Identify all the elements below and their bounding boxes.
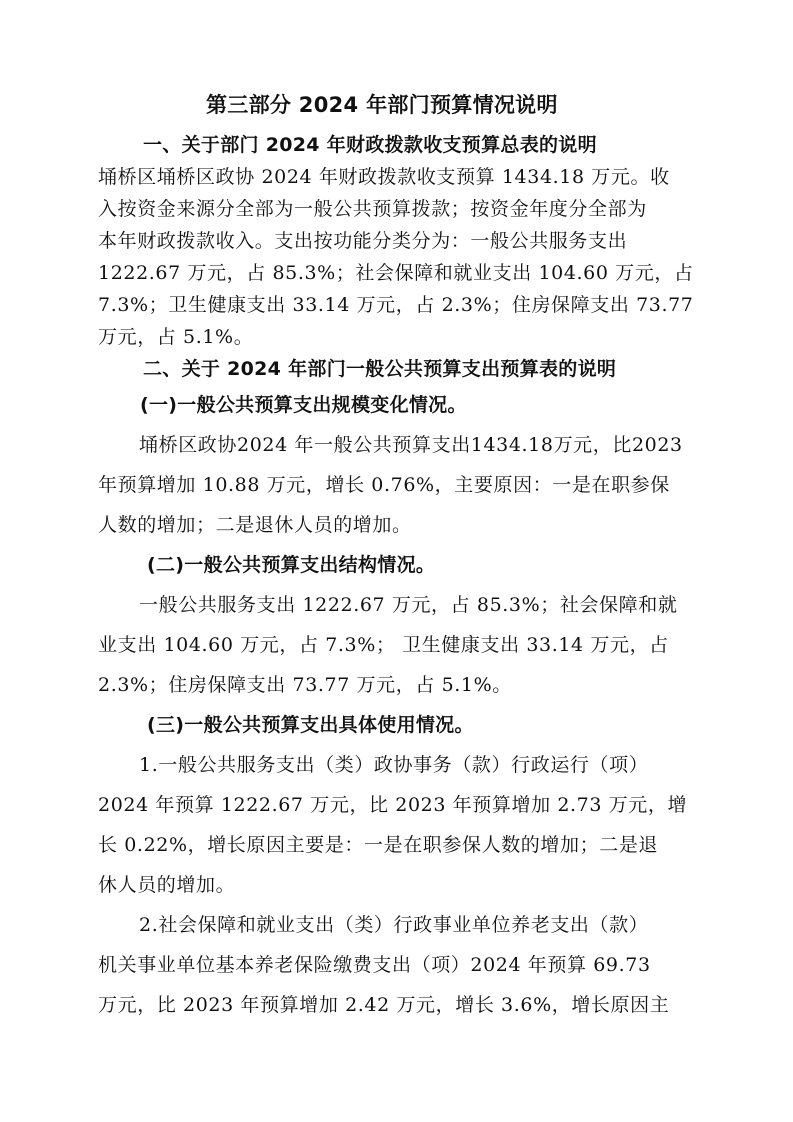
subsection-2-line: 一般公共服务支出 1222.67 万元，占 85.3%；社会保障和就: [139, 594, 678, 616]
section-1-line: 7.3%；卫生健康支出 33.14 万元，占 2.3%；住房保障支出 73.77: [98, 294, 694, 316]
subsection-2-line: 2.3%；住房保障支出 73.77 万元，占 5.1%。: [98, 674, 512, 696]
section-1-line: 入按资金来源分全部为一般公共预算拨款；按资金年度分全部为: [98, 198, 647, 220]
section-1-line: 埇桥区埇桥区政协 2024 年财政拨款收支预算 1434.18 万元。收: [98, 166, 670, 188]
section-1-line: 1222.67 万元，占 85.3%；社会保障和就业支出 104.60 万元，占: [98, 262, 694, 284]
section-1-line: 万元，占 5.1%。: [98, 326, 254, 348]
subsection-1-line: 年预算增加 10.88 万元，增长 0.76%，主要原因：一是在职参保: [98, 474, 670, 496]
item-1-line: 2024 年预算 1222.67 万元，比 2023 年预算增加 2.73 万元，增: [98, 794, 688, 816]
item-1-line: 休人员的增加。: [98, 874, 236, 896]
item-2-line: 机关事业单位基本养老保险缴费支出（项）2024 年预算 69.73: [98, 954, 651, 976]
item-1-line: 1.一般公共服务支出（类）政协事务（款）行政运行（项）: [139, 754, 649, 776]
section-1-heading: 一、关于部门 2024 年财政拨款收支预算总表的说明: [143, 134, 597, 156]
item-1-line: 长 0.22%，增长原因主要是：一是在职参保人数的增加；二是退: [98, 834, 658, 856]
subsection-2-heading: (二)一般公共预算支出结构情况。: [147, 554, 436, 576]
item-2-line: 万元，比 2023 年预算增加 2.42 万元，增长 3.6%，增长原因主: [98, 994, 670, 1016]
subsection-1-line: 人数的增加；二是退休人员的增加。: [98, 514, 412, 536]
subsection-2-line: 业支出 104.60 万元，占 7.3%； 卫生健康支出 33.14 万元，占: [98, 634, 669, 656]
page-title: 第三部分 2024 年部门预算情况说明: [206, 93, 558, 117]
subsection-1-heading: (一)一般公共预算支出规模变化情况。: [140, 394, 467, 416]
section-1-line: 本年财政拨款收入。支出按功能分类分为：一般公共服务支出: [98, 230, 628, 252]
item-2-line: 2.社会保障和就业支出（类）行政事业单位养老支出（款）: [139, 914, 649, 936]
subsection-1-line: 埇桥区政协2024 年一般公共预算支出1434.18万元，比2023: [139, 434, 683, 456]
section-2-heading: 二、关于 2024 年部门一般公共预算支出预算表的说明: [143, 358, 617, 380]
subsection-3-heading: (三)一般公共预算支出具体使用情况。: [147, 714, 474, 736]
